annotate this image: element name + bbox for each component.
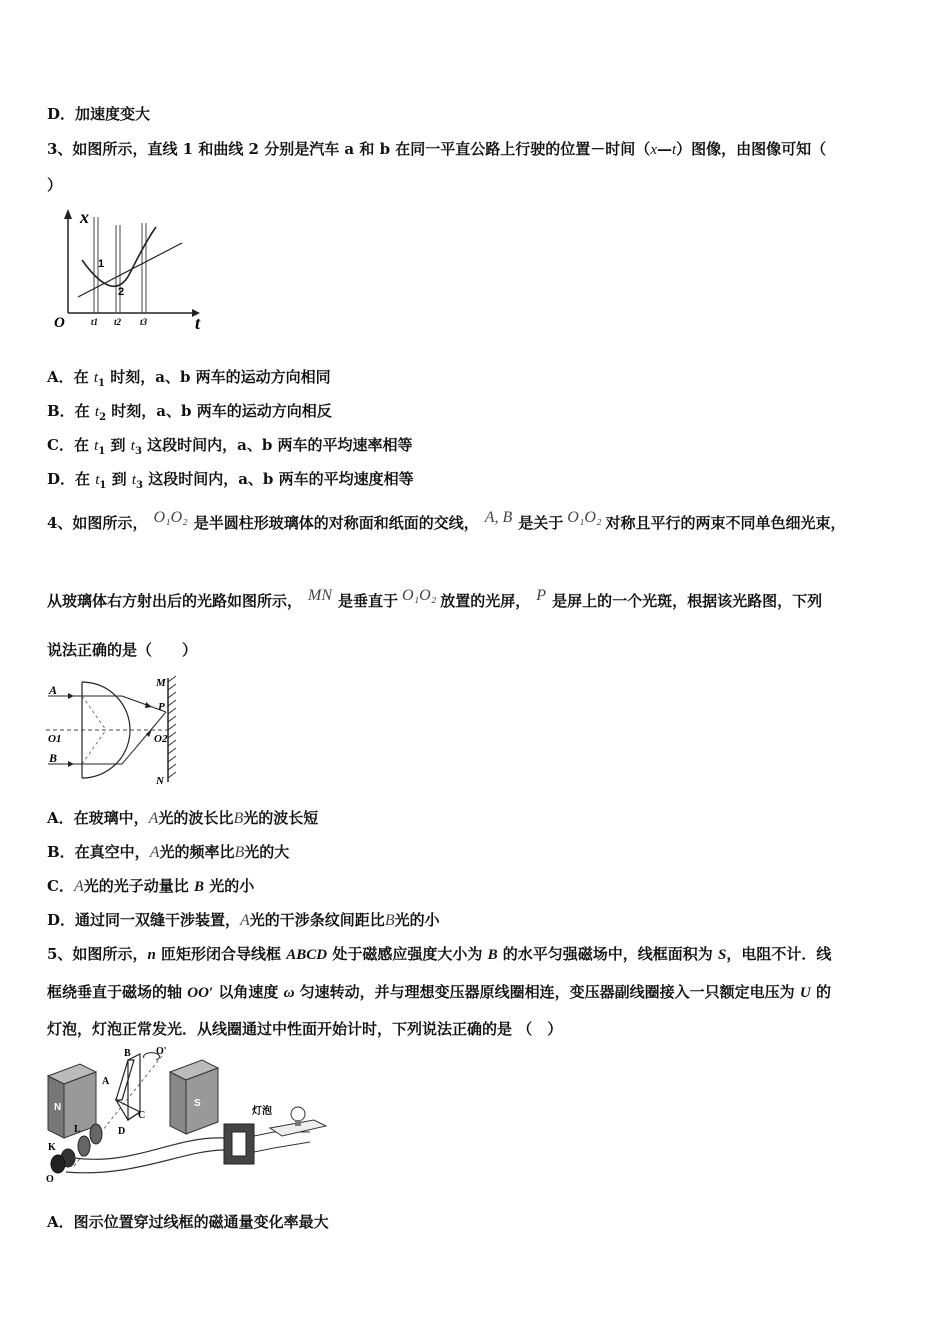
label-p: P — [158, 701, 165, 713]
label-s-pole: S — [194, 1098, 201, 1109]
slip-ring-2 — [78, 1136, 90, 1156]
line-1-label: 1 — [98, 258, 105, 270]
q3-stem: 3、如图所示，直线 1 和曲线 2 分别是汽车 a 和 b 在同一平直公路上行驶的位置－时间（x—t）图像，由图像可知（ — [47, 140, 827, 158]
x-axis-arrow — [64, 209, 72, 219]
q2-option-d: D．加速度变大 — [47, 105, 151, 123]
q5-stem-line2: 框绕垂直于磁场的轴 OO′ 以角速度 ω 匀速转动，并与理想变压器原线圈相连，变压器副线圈接入一只额定电压为 U 的 — [47, 983, 831, 1001]
label-b-corner: B — [124, 1048, 131, 1059]
magnet-s-side — [170, 1072, 186, 1134]
q3-stem-close: ） — [47, 176, 63, 194]
slip-ring-1 — [90, 1124, 102, 1144]
x-axis-label: x — [80, 207, 89, 227]
q4-optics-diagram — [46, 672, 186, 794]
q5-generator-diagram — [44, 1046, 330, 1186]
beam-b-arrow — [68, 761, 74, 767]
t-axis-label: t — [195, 313, 201, 333]
beam-a-arrow — [68, 693, 74, 699]
q4-option-a: A．在玻璃中，A光的波长比B光的波长短 — [47, 809, 319, 827]
q4-stem-line1: 4、如图所示， O₁O₂ 是半圆柱形玻璃体的对称面和纸面的交线， A, B 是关于 O₁O₂ 对称且平行的两束不同单色细光束， — [47, 509, 846, 532]
normal-a — [82, 696, 106, 730]
label-m: M — [156, 677, 166, 689]
label-n: N — [156, 775, 164, 787]
wire-4 — [254, 1142, 310, 1152]
transformer-window — [232, 1132, 246, 1156]
q4-option-c: C．A光的光子动量比 B 光的小 — [47, 877, 255, 895]
tick-t1: t1 — [91, 317, 99, 327]
curve-2-label: 2 — [118, 286, 125, 298]
normal-b — [82, 730, 106, 764]
label-k: K — [48, 1142, 56, 1153]
label-n-pole: N — [54, 1102, 62, 1113]
label-d-corner: D — [118, 1126, 126, 1137]
label-c-corner: C — [138, 1110, 146, 1121]
label-o2: O2 — [154, 733, 168, 745]
label-o1: O1 — [48, 733, 62, 745]
q4-stem-line2: 从玻璃体右方射出后的光路如图所示， MN 是垂直于 O₁O₂ 放置的光屏， P 是屏上的一个光斑，根据该光路图，下列 — [47, 587, 823, 610]
screen-hatching — [168, 676, 176, 778]
q4-stem-line3: 说法正确的是（ ） — [47, 641, 198, 659]
curve-2 — [82, 227, 156, 286]
q3-option-a: A．在 $t_1$ 时刻，a、b 两车的运动方向相同 — [47, 368, 331, 389]
bulb-icon — [291, 1107, 305, 1121]
origin-label: O — [54, 315, 65, 331]
q3-xt-graph — [52, 205, 212, 333]
bulb-socket — [295, 1120, 301, 1126]
label-bulb: 灯泡 — [252, 1106, 272, 1117]
label-l: L — [74, 1124, 81, 1135]
wire-2 — [66, 1150, 224, 1173]
q5-option-a: A．图示位置穿过线框的磁通量变化率最大 — [47, 1213, 329, 1231]
q4-option-d: D．通过同一双缝干涉装置，A光的干涉条纹间距比B光的小 — [47, 911, 440, 929]
tick-t3: t3 — [140, 317, 148, 327]
label-o-prime: O' — [156, 1046, 167, 1057]
q4-option-b: B．在真空中，A光的频率比B光的大 — [47, 843, 290, 861]
q3-option-d: D．在 $t_1$ 到 $t_3$ 这段时间内，a、b 两车的平均速度相等 — [47, 470, 414, 491]
label-a-corner: A — [102, 1076, 110, 1087]
q5-stem-line3: 灯泡，灯泡正常发光．从线圈通过中性面开始计时，下列说法正确的是 （ ） — [47, 1020, 563, 1038]
tick-t2: t2 — [114, 317, 122, 327]
q5-stem-line1: 5、如图所示，n 匝矩形闭合导线框 ABCD 处于磁感应强度大小为 B 的水平匀强磁场中，线框面积为 S，电阻不计．线 — [47, 945, 832, 963]
label-o: O — [46, 1174, 54, 1185]
magnet-s-face — [186, 1068, 218, 1134]
beam-a-out-arrow — [145, 702, 152, 708]
brush-l — [51, 1155, 65, 1173]
label-b: B — [49, 751, 58, 765]
q3-option-b: B．在 $t_2$ 时刻，a、b 两车的运动方向相反 — [47, 402, 332, 423]
label-a: A — [49, 683, 58, 697]
q3-option-c: C．在 $t_1$ 到 $t_3$ 这段时间内，a、b 两车的平均速率相等 — [47, 436, 413, 457]
